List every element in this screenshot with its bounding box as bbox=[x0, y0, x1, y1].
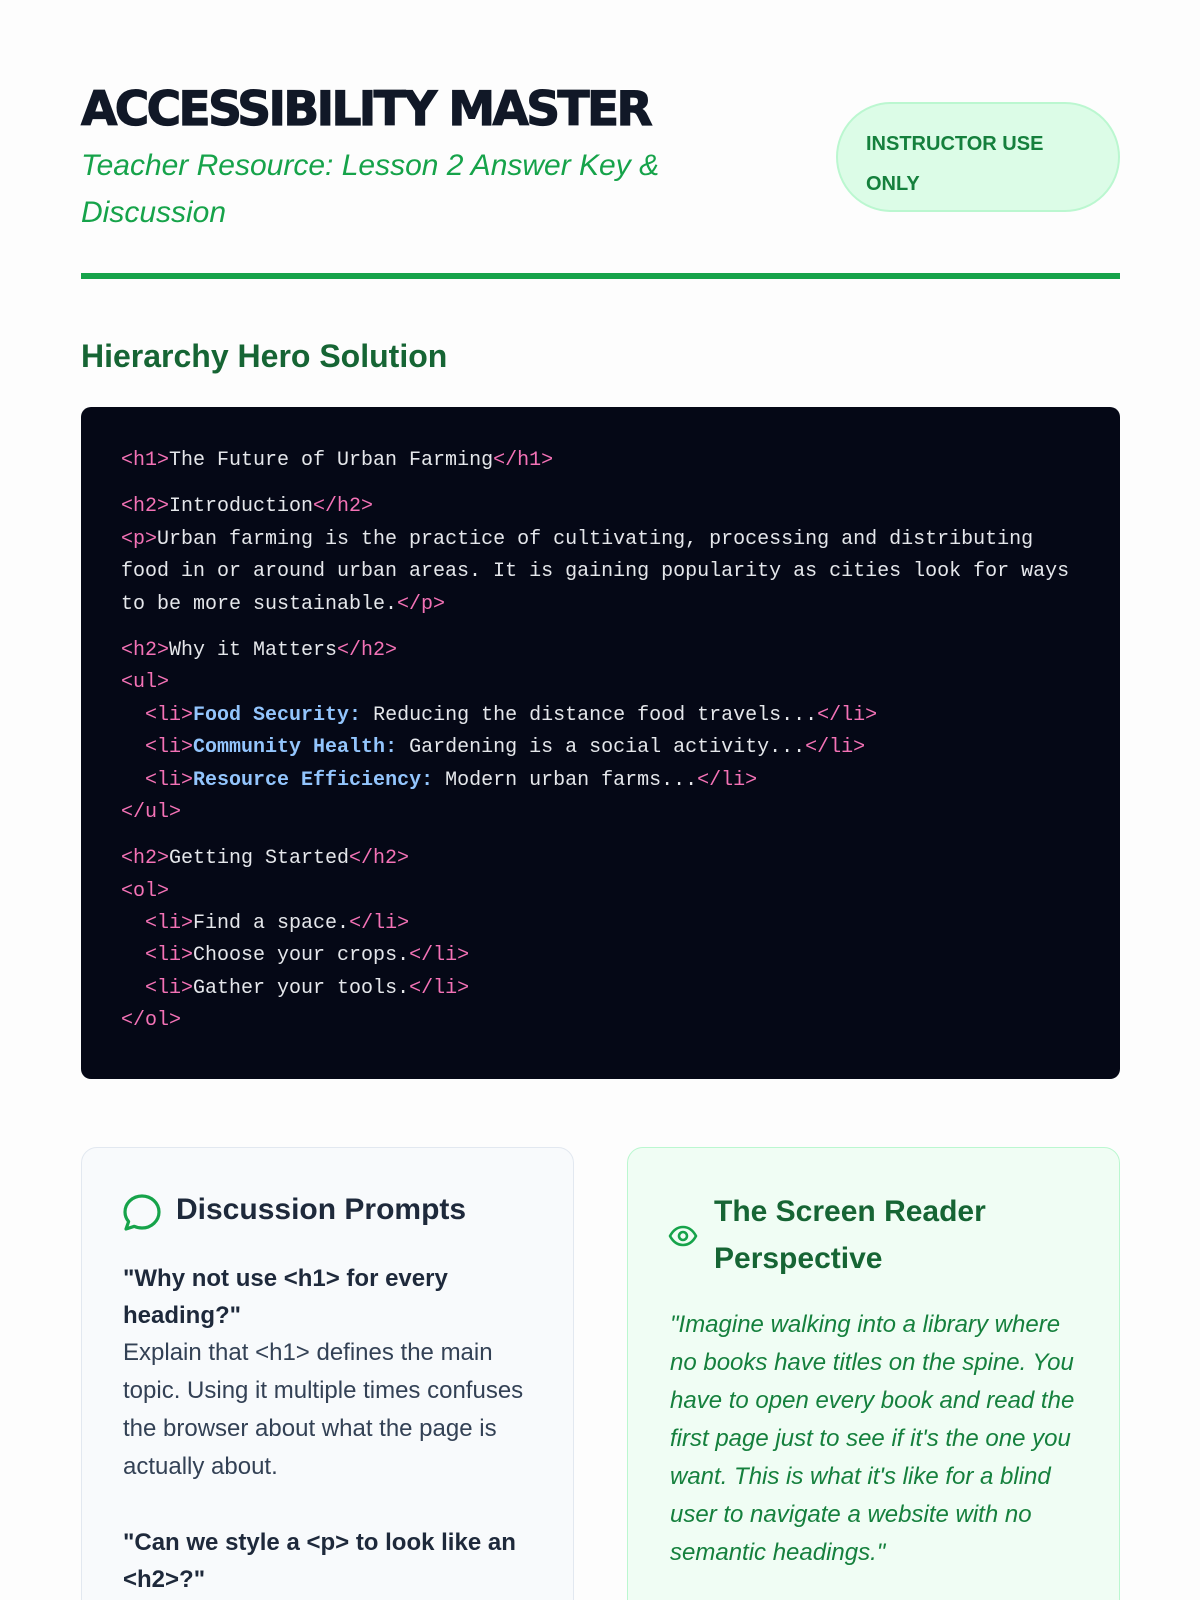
code-tag: <h2> bbox=[121, 847, 170, 871]
card-title-screen-reader: The Screen Reader Perspective bbox=[714, 1195, 986, 1275]
code-line bbox=[121, 556, 1080, 588]
code-spacer bbox=[121, 621, 1080, 635]
code-text: Introduction bbox=[169, 495, 314, 519]
code-line bbox=[121, 908, 1080, 940]
speech-bubble-icon bbox=[122, 1193, 162, 1238]
code-tag: </h2> bbox=[349, 847, 410, 871]
code-tag: </li> bbox=[805, 736, 866, 760]
code-line bbox=[121, 1005, 1080, 1037]
code-tag: </h2> bbox=[313, 495, 374, 519]
code-line bbox=[121, 635, 1080, 667]
code-tag: <li> bbox=[145, 912, 194, 936]
code-text: Choose your crops. bbox=[193, 944, 410, 968]
code-strong: Food Security: bbox=[193, 703, 362, 727]
code-strong: Resource Efficiency: bbox=[193, 768, 434, 792]
code-text: Modern urban farms... bbox=[433, 768, 698, 792]
code-tag: <h2> bbox=[121, 495, 170, 519]
code-tag: <h1> bbox=[121, 449, 170, 472]
code-tag: </h2> bbox=[337, 638, 398, 662]
code-text: Find a space. bbox=[193, 912, 350, 936]
code-line bbox=[121, 491, 1080, 523]
code-tag: </li> bbox=[409, 976, 470, 1000]
code-tag: <li> bbox=[145, 703, 194, 727]
code-line bbox=[121, 524, 1080, 556]
code-text: Reducing the distance food travels... bbox=[361, 703, 818, 727]
code-block bbox=[81, 407, 1120, 1079]
eye-icon bbox=[668, 1221, 698, 1256]
code-line bbox=[121, 843, 1080, 875]
prompt-question: "Why not use <h1> for every heading?" bbox=[123, 1265, 448, 1329]
code-line bbox=[121, 667, 1080, 699]
code-tag: </li> bbox=[409, 944, 470, 968]
card-title-discussion: Discussion Prompts bbox=[176, 1193, 467, 1226]
code-tag: </ul> bbox=[121, 800, 182, 824]
code-tag: <ol> bbox=[121, 879, 170, 903]
code-spacer bbox=[121, 829, 1080, 843]
code-text: Gather your tools. bbox=[193, 976, 410, 1000]
instructor-only-badge bbox=[836, 102, 1120, 212]
code-tag: </h1> bbox=[493, 449, 554, 472]
badge-label: INSTRUCTOR USE ONLY bbox=[866, 133, 1044, 195]
code-text: Getting Started bbox=[169, 847, 350, 871]
header-divider bbox=[81, 273, 1120, 279]
discussion-prompts-card bbox=[81, 1147, 574, 1600]
page-header bbox=[81, 80, 1120, 280]
prompt-answer: Explain that <h1> defines the main topic. Using it multiple times confuses the browser about what the page is actually about. bbox=[123, 1339, 524, 1480]
code-text: Urban farming is the practice of cultivating, processing and distributing bbox=[157, 527, 1034, 551]
code-tag: <li> bbox=[145, 736, 194, 760]
code-tag: <p> bbox=[121, 527, 158, 551]
discussion-prompt bbox=[123, 1524, 533, 1598]
screen-reader-card bbox=[627, 1147, 1120, 1600]
screen-reader-quote: "Imagine walking into a library where no books have titles on the spine. You have to open every book and read the first page just to see if it's the one you want. This is what it's like for a blind user to navigate a website with no semantic headings." bbox=[670, 1311, 1075, 1566]
code-line bbox=[121, 973, 1080, 1005]
answer-key-page bbox=[81, 0, 1120, 1600]
code-line bbox=[121, 445, 1080, 477]
code-tag: <h2> bbox=[121, 638, 170, 662]
code-line bbox=[121, 732, 1080, 764]
code-line bbox=[121, 940, 1080, 972]
prompt-question: "Can we style a <p> to look like an <h2>?" bbox=[123, 1529, 516, 1593]
code-tag: </li> bbox=[349, 912, 410, 936]
code-spacer bbox=[121, 477, 1080, 491]
code-line bbox=[121, 876, 1080, 908]
page-title: ACCESSIBILITY MASTER bbox=[81, 82, 651, 137]
code-tag: <li> bbox=[145, 976, 194, 1000]
discussion-prompt bbox=[123, 1260, 533, 1486]
code-tag: </ol> bbox=[121, 1009, 182, 1033]
section-heading-solution: Hierarchy Hero Solution bbox=[81, 338, 448, 374]
code-text: Why it Matters bbox=[169, 638, 338, 662]
page-subtitle: Teacher Resource: Lesson 2 Answer Key & Discussion bbox=[81, 149, 660, 229]
code-tag: </li> bbox=[697, 768, 758, 792]
code-text: to be more sustainable. bbox=[121, 592, 398, 616]
code-tag: <li> bbox=[145, 768, 194, 792]
code-strong: Community Health: bbox=[193, 736, 398, 760]
code-line bbox=[121, 797, 1080, 829]
code-tag: <li> bbox=[145, 944, 194, 968]
code-line bbox=[121, 700, 1080, 732]
code-text: The Future of Urban Farming bbox=[169, 449, 494, 472]
code-text: Gardening is a social activity... bbox=[397, 736, 806, 760]
code-tag: </li> bbox=[817, 703, 878, 727]
code-tag: <ul> bbox=[121, 671, 170, 695]
code-line bbox=[121, 589, 1080, 621]
code-line bbox=[121, 765, 1080, 797]
code-tag: </p> bbox=[397, 592, 446, 616]
code-text: food in or around urban areas. It is gaining popularity as cities look for ways bbox=[121, 560, 1070, 584]
